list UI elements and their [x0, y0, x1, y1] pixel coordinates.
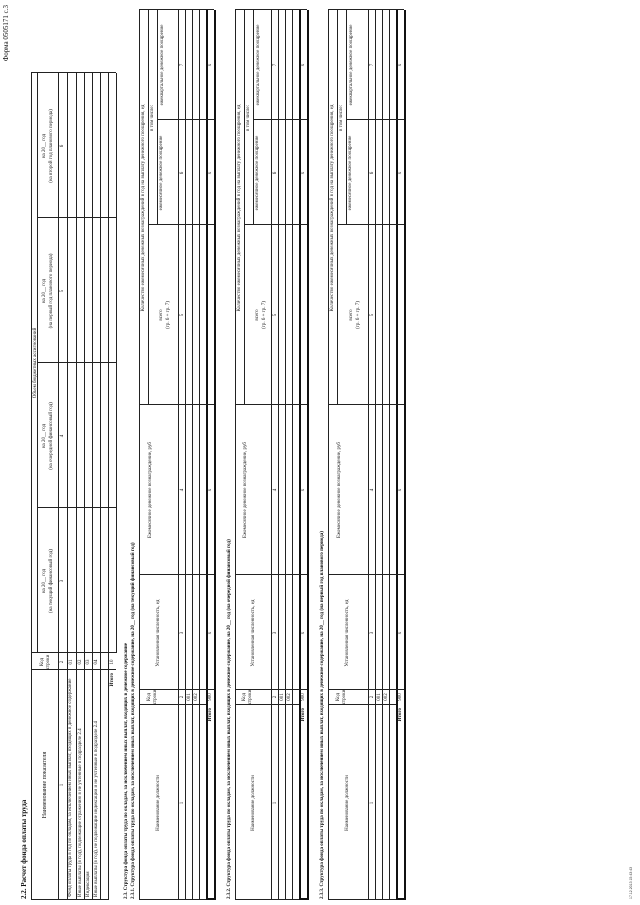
col-num: 2 — [180, 695, 185, 699]
cell-x: x — [398, 488, 403, 492]
col-num: 4 — [370, 488, 375, 492]
col-num: 7 — [370, 63, 375, 67]
header-incl: в том числе: — [339, 104, 344, 132]
col-num: 3 — [60, 579, 65, 583]
cell-x: x — [398, 171, 403, 175]
row-code: 002 — [287, 693, 292, 701]
header-code: Код строки — [40, 654, 51, 670]
row-code: 001 — [280, 693, 285, 701]
col-num: 5 — [273, 313, 278, 317]
col-num: 4 — [273, 488, 278, 492]
col-num: 3 — [273, 631, 278, 635]
header-incl: в том числе: — [150, 104, 155, 132]
col-num: 6 — [273, 171, 278, 175]
row-code: 002 — [194, 693, 199, 701]
subtable-title: 2.3.1. Структура фонда оплаты труда по окладам, за исключением иных выплат, входящих в денежное содержание, на 20__ год (на текущий финансовый год) — [131, 542, 136, 899]
header-year2-sub: (на очередной финансовый год) — [49, 402, 54, 470]
header-incl-monthly: ежемесячное денежное поощрение — [348, 135, 353, 211]
header-monthly: Ежемесячное денежное вознаграждение, руб — [148, 442, 153, 538]
row-code: 002 — [384, 693, 389, 701]
header-total-formula: (гр. 6 + гр. 7) — [166, 301, 171, 329]
col-num: 2 — [273, 695, 278, 699]
header-year1: на 20__ год — [42, 568, 47, 594]
header-position: Наименование должности — [345, 775, 350, 831]
col-num: 6 — [180, 171, 185, 175]
col-num: 3 — [180, 631, 185, 635]
row-code: 04 — [94, 659, 99, 665]
header-position: Наименование должности — [251, 775, 256, 831]
col-num: 1 — [273, 801, 278, 805]
row-code: 01 — [69, 659, 74, 665]
row-code: 001 — [187, 693, 192, 701]
header-year2: на 20__ год — [42, 423, 47, 449]
total-label: Итого — [208, 708, 213, 722]
row-label: Индексация — [86, 871, 91, 897]
header-year3: на 20__ год — [42, 278, 47, 304]
col-num: 2 — [60, 660, 65, 664]
header-monthly: Ежемесячное денежное вознаграждение, руб — [243, 442, 248, 538]
cell-x: x — [398, 631, 403, 635]
cell-x: x — [301, 631, 306, 635]
header-year4: на 20__ год — [42, 133, 47, 159]
col-num: 5 — [370, 313, 375, 317]
print-timestamp: 17.12.2013 15:43:43 — [629, 866, 633, 899]
total-label: Итого — [301, 708, 306, 722]
col-num: 1 — [370, 801, 375, 805]
col-num: 5 — [180, 313, 185, 317]
header-total-formula: (гр. 6 + гр. 7) — [356, 301, 361, 329]
col-num: 2 — [370, 695, 375, 699]
col-num: 3 — [370, 631, 375, 635]
row-label: Фонд оплаты труда в год по окладам, за исключением иных выплат, входящих в денежное содержание — [68, 678, 73, 897]
row-label: Иные выплаты (в год), не подлежащие индексации и не учтенные в подразделе 2.4 — [94, 721, 99, 897]
header-incl-monthly: ежемесячное денежное поощрение — [255, 135, 260, 211]
header-staff: Установленная численность, ед — [345, 599, 350, 667]
row-code: 001 — [377, 693, 382, 701]
header-incl: в том числе: — [246, 104, 251, 132]
header-incl-quarterly: ежеквартальное денежное поощрение — [160, 24, 165, 106]
col-num: 6 — [370, 171, 375, 175]
col-num: 1 — [180, 801, 185, 805]
cell-x: x — [208, 488, 213, 492]
header-qty: Количество ежемесячных денежных вознаграждений в год на выплату денежного поощрения, ед — [237, 104, 242, 312]
total-code: 900 — [398, 693, 403, 701]
header-total: всего — [159, 309, 164, 321]
cell-x: x — [208, 171, 213, 175]
total-code: 10 — [110, 659, 115, 665]
header-year1-sub: (на текущий финансовый год) — [49, 549, 54, 613]
header-staff: Установленная численность, ед — [156, 599, 161, 667]
col-num: 7 — [180, 63, 185, 67]
cell-x: x — [208, 631, 213, 635]
row-code: 03 — [86, 659, 91, 665]
header-staff: Установленная численность, ед — [251, 599, 256, 667]
total-code: 900 — [208, 693, 213, 701]
col-num: 4 — [60, 434, 65, 438]
total-label: Итого — [398, 708, 403, 722]
header-volume: Объем бюджетных ассигнований — [33, 327, 38, 399]
header-total: всего — [349, 309, 354, 321]
col-num: 6 — [60, 144, 65, 148]
row-label: Иные выплаты (в год), подлежащие отражению в не учтенные в подразделе 2.4 — [78, 728, 83, 897]
col-num: 5 — [60, 289, 65, 293]
header-total-formula: (гр. 6 + гр. 7) — [262, 301, 267, 329]
section-title: 2.2. Расчет фонда оплаты труда — [20, 799, 28, 899]
header-incl-monthly: ежемесячное денежное поощрение — [159, 135, 164, 211]
header-code: Код строки — [336, 689, 347, 705]
header-code: Код строки — [147, 689, 158, 705]
header-name: Наименование показателя — [42, 751, 48, 819]
total-code: 900 — [301, 693, 306, 701]
header-monthly: Ежемесячное денежное вознаграждение, руб — [337, 442, 342, 538]
header-qty: Количество ежемесячных денежных вознаграждений в год на выплату денежного поощрения, ед — [330, 104, 335, 312]
cell-x: x — [301, 63, 306, 67]
cell-x: x — [301, 171, 306, 175]
col-num: 4 — [180, 488, 185, 492]
row-code: 02 — [78, 659, 83, 665]
cell-x: x — [208, 63, 213, 67]
header-code: Код строки — [242, 689, 253, 705]
header-incl-quarterly: ежеквартальное денежное поощрение — [256, 24, 261, 106]
col-num: 7 — [273, 63, 278, 67]
subtable-title: 2.3.2. Структура фонда оплаты труда по окладам, за исключением иных выплат, входящих в денежное содержание, на 20__ год (на очередной финансовый год) — [227, 539, 232, 899]
header-total: всего — [255, 309, 260, 321]
header-qty: Количество ежемесячных денежных вознаграждений в год на выплату денежного поощрения, ед — [141, 104, 146, 312]
cell-x: x — [398, 63, 403, 67]
section-23-title: 2.3. Структура фонда оплаты труда по окладам, за исключением иных выплат, входящих в денежное содержание — [124, 642, 129, 899]
header-year4-sub: (на второй год планового периода) — [49, 109, 54, 183]
total-label: Итого — [110, 673, 115, 687]
col-num: 1 — [60, 783, 65, 787]
cell-x: x — [301, 488, 306, 492]
header-position: Наименование должности — [156, 775, 161, 831]
header-incl-quarterly: ежеквартальное денежное поощрение — [349, 24, 354, 106]
subtable-title: 2.3.3. Структура фонда оплаты труда по окладам, за исключением иных выплат, входящих в денежное содержание, на 20__ год (на первый год планового периода) — [320, 531, 325, 899]
form-code: Форма 0505171 с.3 — [2, 5, 10, 62]
header-year3-sub: (на первый год планового периода) — [49, 253, 54, 329]
